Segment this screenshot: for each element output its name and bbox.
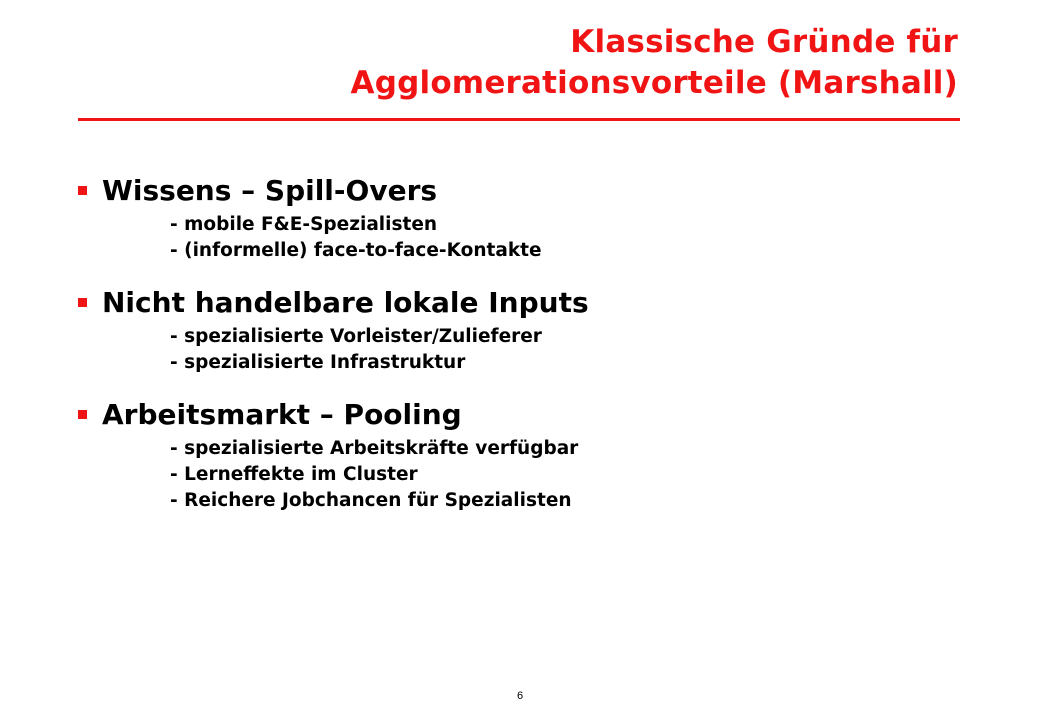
section-heading: [78, 280, 978, 324]
sub-item: - Reichere Jobchancen für Spezialisten: [170, 490, 572, 511]
sub-item: - mobile F&E-Spezialisten: [170, 214, 438, 235]
square-bullet-icon: [78, 186, 87, 195]
section-heading: [78, 168, 978, 212]
section-heading: [78, 392, 978, 436]
sub-item: - spezialisierte Infrastruktur: [170, 352, 466, 373]
sub-item: - Lerneffekte im Cluster: [170, 464, 418, 485]
square-bullet-icon: [78, 410, 87, 419]
sub-item: - (informelle) face-to-face-Kontakte: [170, 240, 542, 261]
section-local-inputs: [78, 280, 978, 376]
section-heading-text: Arbeitsmarkt – Pooling: [102, 397, 462, 431]
section-heading-text: Wissens – Spill-Overs: [102, 173, 438, 207]
slide-title: [138, 22, 958, 104]
section-labor-pooling: [78, 392, 978, 514]
section-knowledge-spillovers: [78, 168, 978, 264]
sub-item: - spezialisierte Arbeitskräfte verfügbar: [170, 438, 579, 459]
slide-title-line-1: Klassische Gründe für: [570, 24, 958, 60]
title-divider: [78, 118, 960, 121]
section-heading-text: Nicht handelbare lokale Inputs: [102, 285, 589, 319]
bullet-list: [78, 168, 978, 530]
sub-item: - spezialisierte Vorleister/Zulieferer: [170, 326, 542, 347]
slide-title-line-2: Agglomerationsvorteile (Marshall): [350, 65, 958, 101]
page-number: 6: [516, 690, 524, 702]
square-bullet-icon: [78, 298, 87, 307]
